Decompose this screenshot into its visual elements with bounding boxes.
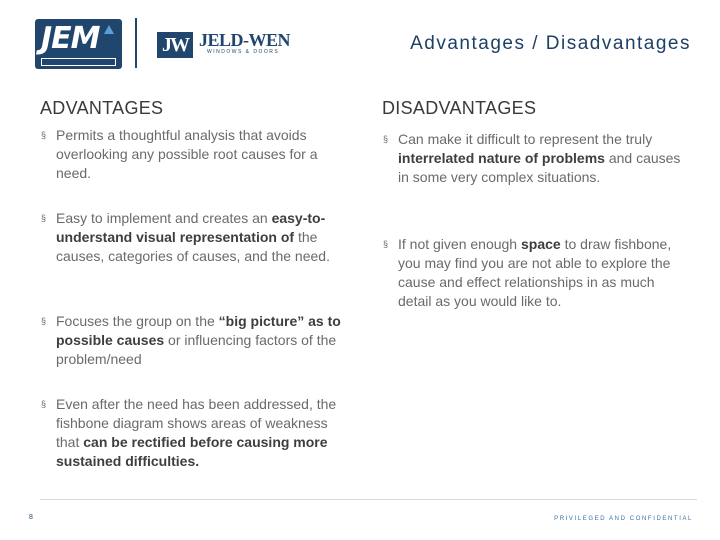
bullet-text-bold: space xyxy=(521,236,561,252)
advantage-item xyxy=(40,395,346,471)
jeldwen-name: JELD-WEN xyxy=(199,30,291,50)
bullet-marker: § xyxy=(41,399,47,409)
page-title: Advantages / Disadvantages xyxy=(410,33,691,54)
confidential-notice: PRIVILEGED AND CONFIDENTIAL xyxy=(554,516,693,522)
jem-logo-tagline xyxy=(41,58,116,66)
bullet-text: Even after the need has been addressed, the fishbone diagram shows areas of weakness that xyxy=(56,396,337,450)
bullet-text: If not given enough xyxy=(398,236,521,252)
bullet-text: the causes, categories of causes, and the need. xyxy=(56,229,330,264)
bullet-marker: § xyxy=(41,130,47,140)
bullet-text: or influencing factors of the problem/need xyxy=(56,332,337,367)
disadvantage-item xyxy=(382,130,688,187)
footer-rule xyxy=(40,499,697,500)
advantage-item xyxy=(40,209,346,266)
bullet-text: Easy to implement and creates an xyxy=(56,210,272,226)
bullet-text: and causes in some very complex situations. xyxy=(398,150,681,185)
advantage-item xyxy=(40,126,346,183)
bullet-text: to draw fishbone, you may find you are not able to explore the cause and effect relationships in as much detail as you would like to. xyxy=(398,236,672,309)
disadvantage-item xyxy=(382,235,688,311)
bullet-marker: § xyxy=(383,134,389,144)
advantages-column xyxy=(40,98,341,469)
bullet-text-bold: easy-to-understand visual representation of xyxy=(56,210,326,245)
jeldwen-logo xyxy=(157,32,297,60)
disadvantages-heading: DISADVANTAGES xyxy=(382,98,537,118)
jeldwen-subtitle: WINDOWS & DOORS xyxy=(207,49,280,55)
jeldwen-mark: JW xyxy=(157,32,193,58)
advantages-heading: ADVANTAGES xyxy=(40,98,164,118)
bullet-marker: § xyxy=(383,239,389,249)
jem-logo xyxy=(35,19,122,69)
advantage-item xyxy=(40,312,351,369)
jem-arrow-icon xyxy=(104,25,114,34)
disadvantages-column xyxy=(382,98,682,309)
bullet-marker: § xyxy=(41,213,47,223)
bullet-text-bold: can be rectified before causing more sustained difficulties. xyxy=(56,434,328,469)
bullet-marker: § xyxy=(41,316,47,326)
page-number: 8 xyxy=(29,514,33,521)
bullet-text-bold: interrelated nature of problems xyxy=(398,150,605,166)
bullet-text-bold: “big picture” as to possible causes xyxy=(56,313,341,348)
bullet-text: Permits a thoughtful analysis that avoids overlooking any possible root causes for a need. xyxy=(56,127,318,181)
jem-logo-text: JEM xyxy=(41,21,100,56)
bullet-text: Can make it difficult to represent the truly xyxy=(398,131,653,147)
bullet-text: Focuses the group on the xyxy=(56,313,219,329)
header-divider xyxy=(135,18,137,68)
